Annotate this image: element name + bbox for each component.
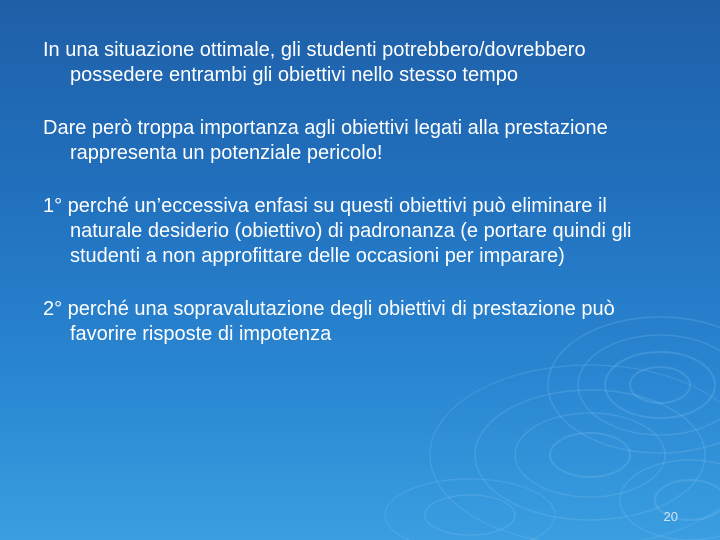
slide-body [43, 38, 683, 375]
page-number: 20 [663, 509, 678, 524]
paragraph-1: In una situazione ottimale, gli studenti potrebbero/dovrebbero possedere entrambi gli obiettivi nello stesso tempo [43, 39, 586, 86]
paragraph-3: 1° perché un’eccessiva enfasi su questi obiettivi può eliminare il naturale desiderio (obiettivo) di padronanza (e portare quindi gli studenti a non approfittare delle occasioni per imparare) [43, 195, 632, 267]
paragraph-4: 2° perché una sopravalutazione degli obiettivi di prestazione può favorire risposte di impotenza [43, 298, 615, 345]
paragraph-2: Dare però troppa importanza agli obiettivi legati alla prestazione rappresenta un potenziale pericolo! [43, 117, 608, 164]
